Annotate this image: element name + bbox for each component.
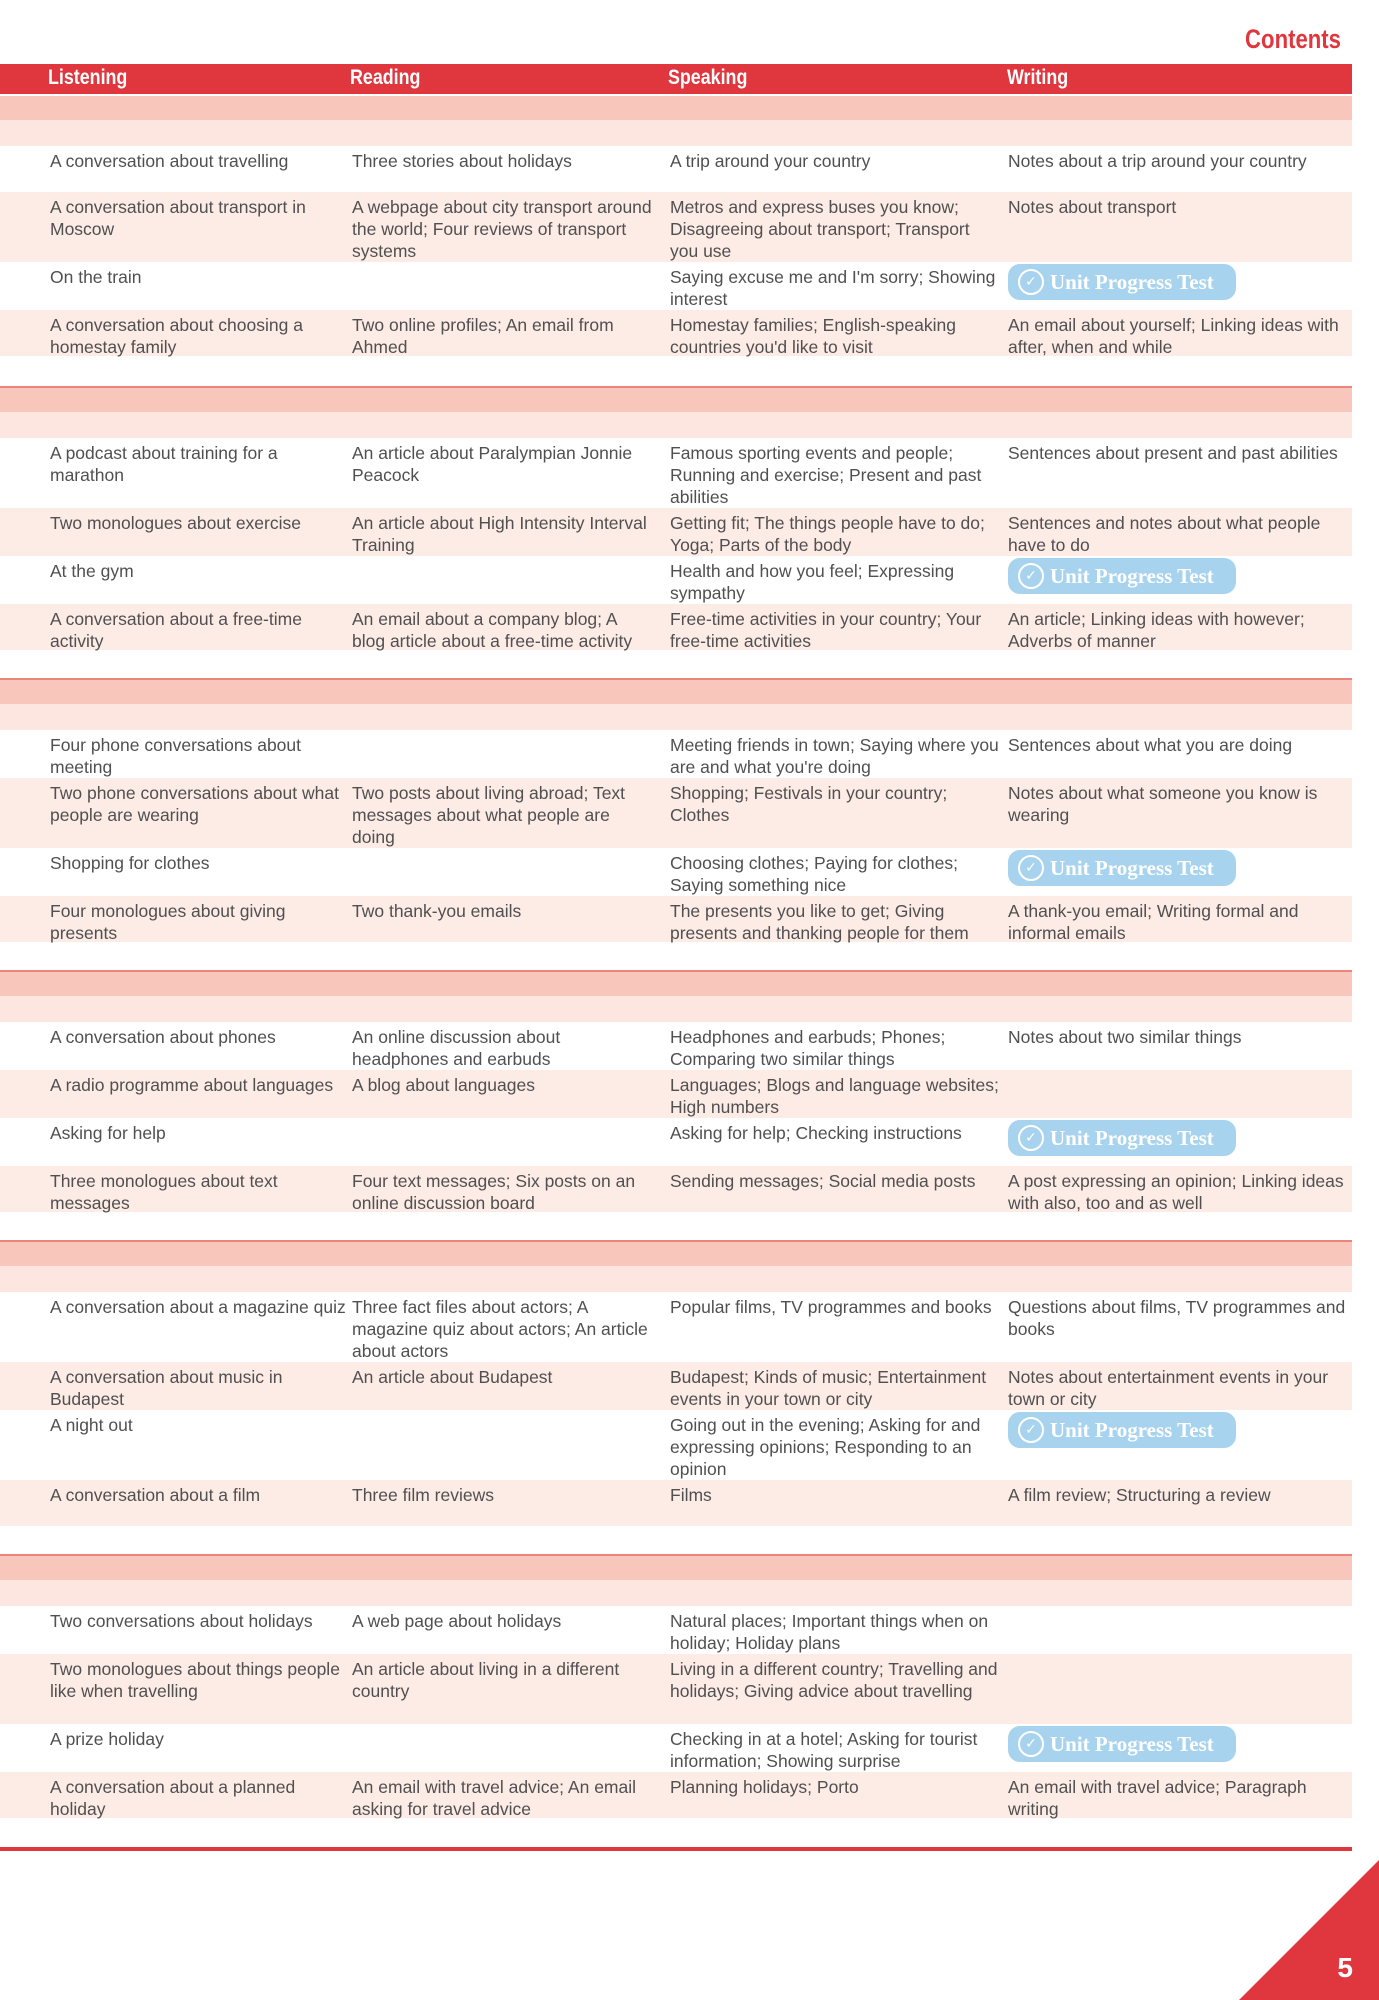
reading-cell: A web page about holidays bbox=[352, 1611, 562, 1631]
writing-cell: An article; Linking ideas with however; Adverbs of manner bbox=[1008, 609, 1305, 651]
reading-cell: Three film reviews bbox=[352, 1485, 494, 1505]
speaking-cell: Going out in the evening; Asking for and expressing opinions; Responding to an opinion bbox=[670, 1415, 981, 1479]
table-row bbox=[0, 896, 1352, 942]
speaking-cell: Living in a different country; Travelling and holidays; Giving advice about travelling bbox=[670, 1659, 998, 1701]
table-row bbox=[0, 778, 1352, 848]
reading-cell: Two online profiles; An email from Ahmed bbox=[352, 315, 614, 357]
check-icon: ✓ bbox=[1018, 269, 1044, 295]
table-row bbox=[0, 604, 1352, 650]
page-number: 5 bbox=[1337, 1952, 1353, 1983]
listening-cell: A conversation about choosing a homestay family bbox=[50, 315, 303, 357]
unit-band-bottom bbox=[0, 1266, 1352, 1292]
speaking-cell: Getting fit; The things people have to do; Yoga; Parts of the body bbox=[670, 513, 985, 555]
table-row bbox=[0, 146, 1352, 192]
unit-band-bottom bbox=[0, 1580, 1352, 1606]
reading-cell: Three fact files about actors; A magazine quiz about actors; An article about actors bbox=[352, 1297, 648, 1361]
reading-cell: An email with travel advice; An email asking for travel advice bbox=[352, 1777, 637, 1819]
unit-progress-test-label: Unit Progress Test bbox=[1050, 1731, 1214, 1756]
listening-cell: A conversation about a free-time activity bbox=[50, 609, 302, 651]
listening-cell: Two monologues about things people like when travelling bbox=[50, 1659, 340, 1701]
unit-band-bottom bbox=[0, 120, 1352, 146]
unit-progress-test-button[interactable] bbox=[1008, 558, 1236, 594]
speaking-cell: The presents you like to get; Giving presents and thanking people for them bbox=[670, 901, 969, 943]
speaking-cell: A trip around your country bbox=[670, 151, 871, 171]
unit-band-bottom bbox=[0, 996, 1352, 1022]
unit-band bbox=[0, 1556, 1352, 1606]
unit-band-bottom bbox=[0, 704, 1352, 730]
table-row bbox=[0, 508, 1352, 556]
listening-cell: A podcast about training for a marathon bbox=[50, 443, 278, 485]
table-row bbox=[0, 192, 1352, 262]
listening-cell: At the gym bbox=[50, 561, 134, 581]
writing-cell: Notes about transport bbox=[1008, 197, 1177, 217]
listening-cell: Two conversations about holidays bbox=[50, 1611, 313, 1631]
header-listening: Listening bbox=[48, 66, 128, 89]
writing-cell: Notes about entertainment events in your town or city bbox=[1008, 1367, 1329, 1409]
unit-band-top bbox=[0, 680, 1352, 704]
listening-cell: A prize holiday bbox=[50, 1729, 164, 1749]
check-icon: ✓ bbox=[1018, 1417, 1044, 1443]
speaking-cell: Choosing clothes; Paying for clothes; Saying something nice bbox=[670, 853, 958, 895]
writing-cell: Sentences about present and past abilities bbox=[1008, 443, 1338, 463]
speaking-cell: Meeting friends in town; Saying where you are and what you're doing bbox=[670, 735, 999, 777]
check-icon: ✓ bbox=[1018, 1125, 1044, 1151]
header-reading: Reading bbox=[350, 66, 421, 89]
table-row bbox=[0, 1480, 1352, 1526]
page-corner-tab bbox=[1239, 1860, 1379, 2000]
writing-cell: An email with travel advice; Paragraph writing bbox=[1008, 1777, 1307, 1819]
table-row bbox=[0, 1292, 1352, 1362]
listening-cell: A conversation about a planned holiday bbox=[50, 1777, 296, 1819]
listening-cell: Four monologues about giving presents bbox=[50, 901, 286, 943]
unit-band-top bbox=[0, 388, 1352, 412]
speaking-cell: Health and how you feel; Expressing sympathy bbox=[670, 561, 955, 603]
unit-band-top bbox=[0, 1556, 1352, 1580]
reading-cell: An online discussion about headphones and earbuds bbox=[352, 1027, 561, 1069]
unit-progress-test-label: Unit Progress Test bbox=[1050, 855, 1214, 880]
reading-cell: Two thank-you emails bbox=[352, 901, 522, 921]
writing-cell: Notes about a trip around your country bbox=[1008, 151, 1307, 171]
table-row bbox=[0, 1022, 1352, 1070]
table-row bbox=[0, 1606, 1352, 1654]
listening-cell: A conversation about music in Budapest bbox=[50, 1367, 283, 1409]
unit-band bbox=[0, 972, 1352, 1022]
listening-cell: Two monologues about exercise bbox=[50, 513, 301, 533]
table-row bbox=[0, 1118, 1352, 1166]
unit-progress-test-button[interactable] bbox=[1008, 850, 1236, 886]
listening-cell: A conversation about phones bbox=[50, 1027, 276, 1047]
table-row bbox=[0, 1070, 1352, 1118]
speaking-cell: Budapest; Kinds of music; Entertainment events in your town or city bbox=[670, 1367, 987, 1409]
table-row bbox=[0, 730, 1352, 778]
speaking-cell: Films bbox=[670, 1485, 712, 1505]
speaking-cell: Sending messages; Social media posts bbox=[670, 1171, 976, 1191]
listening-cell: A night out bbox=[50, 1415, 133, 1435]
column-header-bar bbox=[0, 64, 1352, 94]
header-writing: Writing bbox=[1007, 66, 1069, 89]
listening-cell: A conversation about transport in Moscow bbox=[50, 197, 306, 239]
unit-progress-test-button[interactable] bbox=[1008, 1120, 1236, 1156]
check-icon: ✓ bbox=[1018, 563, 1044, 589]
writing-cell: A thank-you email; Writing formal and informal emails bbox=[1008, 901, 1299, 943]
speaking-cell: Headphones and earbuds; Phones; Comparing two similar things bbox=[670, 1027, 946, 1069]
writing-cell: Notes about what someone you know is wearing bbox=[1008, 783, 1318, 825]
reading-cell: A webpage about city transport around the world; Four reviews of transport systems bbox=[352, 197, 652, 261]
listening-cell: On the train bbox=[50, 267, 142, 287]
speaking-cell: Famous sporting events and people; Running and exercise; Present and past abilities bbox=[670, 443, 982, 507]
unit-band bbox=[0, 680, 1352, 730]
writing-cell: An email about yourself; Linking ideas with after, when and while bbox=[1008, 315, 1339, 357]
reading-cell: An article about High Intensity Interval Training bbox=[352, 513, 647, 555]
listening-cell: Two phone conversations about what people are wearing bbox=[50, 783, 339, 825]
listening-cell: A conversation about a magazine quiz bbox=[50, 1297, 346, 1317]
unit-progress-test-button[interactable] bbox=[1008, 264, 1236, 300]
unit-progress-test-label: Unit Progress Test bbox=[1050, 563, 1214, 588]
reading-cell: Four text messages; Six posts on an online discussion board bbox=[352, 1171, 636, 1213]
speaking-cell: Metros and express buses you know; Disagreeing about transport; Transport you use bbox=[670, 197, 970, 261]
table-row bbox=[0, 1772, 1352, 1818]
listening-cell: Three monologues about text messages bbox=[50, 1171, 278, 1213]
writing-cell: Sentences and notes about what people have to do bbox=[1008, 513, 1321, 555]
speaking-cell: Saying excuse me and I'm sorry; Showing interest bbox=[670, 267, 996, 309]
table-row bbox=[0, 556, 1352, 604]
table-row bbox=[0, 1724, 1352, 1772]
unit-progress-test-label: Unit Progress Test bbox=[1050, 269, 1214, 294]
unit-progress-test-button[interactable] bbox=[1008, 1412, 1236, 1448]
table-row bbox=[0, 310, 1352, 356]
unit-progress-test-label: Unit Progress Test bbox=[1050, 1125, 1214, 1150]
listening-cell: Shopping for clothes bbox=[50, 853, 210, 873]
reading-cell: Two posts about living abroad; Text messages about what people are doing bbox=[352, 783, 626, 847]
speaking-cell: Shopping; Festivals in your country; Clothes bbox=[670, 783, 948, 825]
listening-cell: Asking for help bbox=[50, 1123, 166, 1143]
reading-cell: Three stories about holidays bbox=[352, 151, 572, 171]
reading-cell: An email about a company blog; A blog article about a free-time activity bbox=[352, 609, 633, 651]
bottom-rule bbox=[0, 1847, 1352, 1851]
speaking-cell: Popular films, TV programmes and books bbox=[670, 1297, 992, 1317]
speaking-cell: Planning holidays; Porto bbox=[670, 1777, 859, 1797]
speaking-cell: Languages; Blogs and language websites; High numbers bbox=[670, 1075, 999, 1117]
reading-cell: An article about Paralympian Jonnie Peacock bbox=[352, 443, 633, 485]
listening-cell: Four phone conversations about meeting bbox=[50, 735, 301, 777]
table-row bbox=[0, 262, 1352, 310]
speaking-cell: Natural places; Important things when on holiday; Holiday plans bbox=[670, 1611, 989, 1653]
table-row bbox=[0, 1362, 1352, 1410]
reading-cell: A blog about languages bbox=[352, 1075, 535, 1095]
unit-band-top bbox=[0, 1242, 1352, 1266]
listening-cell: A conversation about a film bbox=[50, 1485, 261, 1505]
listening-cell: A conversation about travelling bbox=[50, 151, 289, 171]
table-row bbox=[0, 438, 1352, 508]
speaking-cell: Checking in at a hotel; Asking for tourist information; Showing surprise bbox=[670, 1729, 978, 1771]
page-title: Contents bbox=[1245, 24, 1341, 54]
reading-cell: An article about living in a different country bbox=[352, 1659, 620, 1701]
unit-progress-test-label: Unit Progress Test bbox=[1050, 1417, 1214, 1442]
writing-cell: A film review; Structuring a review bbox=[1008, 1485, 1271, 1505]
listening-cell: A radio programme about languages bbox=[50, 1075, 334, 1095]
unit-progress-test-button[interactable] bbox=[1008, 1726, 1236, 1762]
table-row bbox=[0, 1166, 1352, 1212]
unit-band-bottom bbox=[0, 412, 1352, 438]
writing-cell: Questions about films, TV programmes and books bbox=[1008, 1297, 1346, 1339]
table-row bbox=[0, 1410, 1352, 1480]
unit-band bbox=[0, 388, 1352, 438]
writing-cell: A post expressing an opinion; Linking ideas with also, too and as well bbox=[1008, 1171, 1344, 1213]
unit-band bbox=[0, 1242, 1352, 1292]
unit-band-top bbox=[0, 96, 1352, 120]
unit-band bbox=[0, 96, 1352, 146]
writing-cell: Sentences about what you are doing bbox=[1008, 735, 1293, 755]
speaking-cell: Free-time activities in your country; Your free-time activities bbox=[670, 609, 982, 651]
speaking-cell: Homestay families; English-speaking countries you'd like to visit bbox=[670, 315, 956, 357]
header-speaking: Speaking bbox=[668, 66, 748, 89]
table-row bbox=[0, 848, 1352, 896]
check-icon: ✓ bbox=[1018, 855, 1044, 881]
writing-cell: Notes about two similar things bbox=[1008, 1027, 1242, 1047]
table-row bbox=[0, 1654, 1352, 1724]
speaking-cell: Asking for help; Checking instructions bbox=[670, 1123, 962, 1143]
check-icon: ✓ bbox=[1018, 1731, 1044, 1757]
reading-cell: An article about Budapest bbox=[352, 1367, 553, 1387]
unit-band-top bbox=[0, 972, 1352, 996]
